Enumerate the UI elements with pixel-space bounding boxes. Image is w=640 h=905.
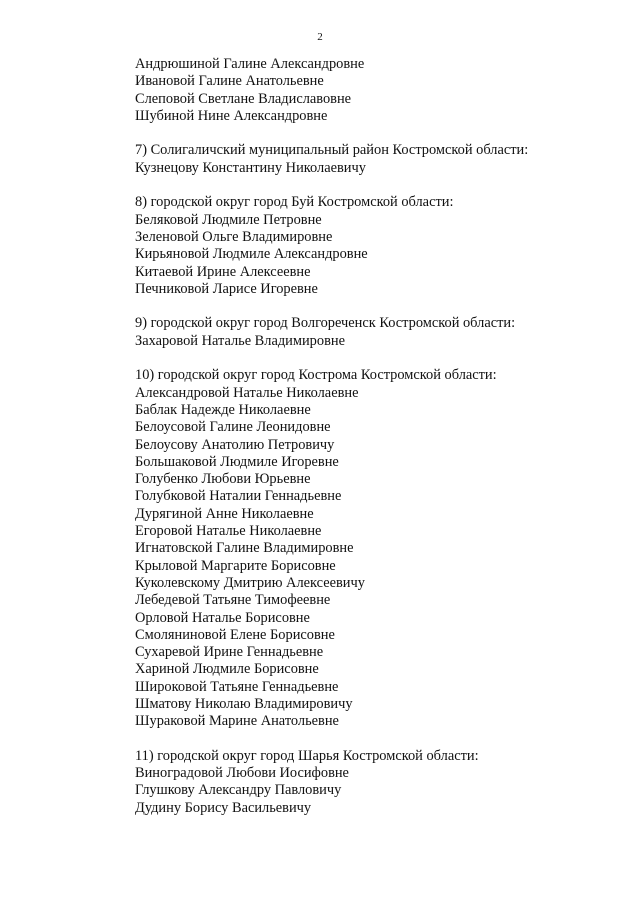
name-line: Большаковой Людмиле Игоревне: [135, 453, 339, 470]
name-line: Широковой Татьяне Геннадьевне: [135, 678, 339, 695]
name-line: Александровой Наталье Николаевне: [135, 384, 359, 401]
name-line: Хариной Людмиле Борисовне: [135, 661, 319, 678]
document-body: [135, 56, 615, 817]
name-line: Виноградовой Любови Иосифовне: [135, 765, 349, 782]
name-line: Баблак Надежде Николаевне: [135, 401, 311, 418]
name-line: Куколевскому Дмитрию Алексеевичу: [135, 574, 365, 591]
section-heading: 9) городской округ город Волгореченск Костромской области:: [135, 315, 516, 332]
name-line: Крыловой Маргарите Борисовне: [135, 557, 336, 574]
name-line: Кирьяновой Людмиле Александровне: [135, 246, 368, 263]
name-line: Белоусовой Галине Леонидовне: [135, 419, 331, 436]
name-line: Егоровой Наталье Николаевне: [135, 523, 322, 540]
name-line: Орловой Наталье Борисовне: [135, 609, 310, 626]
section: [135, 748, 615, 817]
name-line: Печниковой Ларисе Игоревне: [135, 280, 318, 297]
section-heading: 10) городской округ город Кострома Костромской области:: [135, 367, 497, 384]
name-line: Беляковой Людмиле Петровне: [135, 211, 322, 228]
name-line: Голубковой Наталии Геннадьевне: [135, 488, 342, 505]
section-heading: 7) Солигаличский муниципальный район Костромской области:: [135, 142, 529, 159]
name-line: Лебедевой Татьяне Тимофеевне: [135, 592, 331, 609]
name-line: Игнатовской Галине Владимировне: [135, 540, 354, 557]
name-line: Кузнецову Константину Николаевичу: [135, 159, 366, 176]
name-line: Смоляниновой Елене Борисовне: [135, 626, 335, 643]
section: [135, 367, 615, 730]
name-line: Голубенко Любови Юрьевне: [135, 471, 311, 488]
name-line: Слеповой Светлане Владиславовне: [135, 90, 352, 107]
name-line: Белоусову Анатолию Петровичу: [135, 436, 335, 453]
section: [135, 56, 615, 125]
name-line: Ивановой Галине Анатольевне: [135, 73, 324, 90]
section: [135, 194, 615, 298]
section: [135, 315, 615, 350]
name-line: Шматову Николаю Владимировичу: [135, 695, 353, 712]
name-line: Дурягиной Анне Николаевне: [135, 505, 314, 522]
name-line: Глушкову Александру Павловичу: [135, 782, 342, 799]
section-heading: 8) городской округ город Буй Костромской области:: [135, 194, 454, 211]
name-line: Сухаревой Ирине Геннадьевне: [135, 644, 324, 661]
name-line: Китаевой Ирине Алексеевне: [135, 263, 311, 280]
section-heading: 11) городской округ город Шарья Костромской области:: [135, 747, 479, 764]
name-line: Андрюшиной Галине Александровне: [135, 56, 365, 72]
section: [135, 142, 615, 177]
name-line: Зеленовой Ольге Владимировне: [135, 228, 333, 245]
name-line: Дудину Борису Васильевичу: [135, 799, 312, 816]
name-line: Шубиной Нине Александровне: [135, 107, 328, 124]
name-line: Шураковой Марине Анатольевне: [135, 713, 339, 730]
page-number: 2: [317, 31, 323, 43]
name-line: Захаровой Наталье Владимировне: [135, 332, 345, 349]
